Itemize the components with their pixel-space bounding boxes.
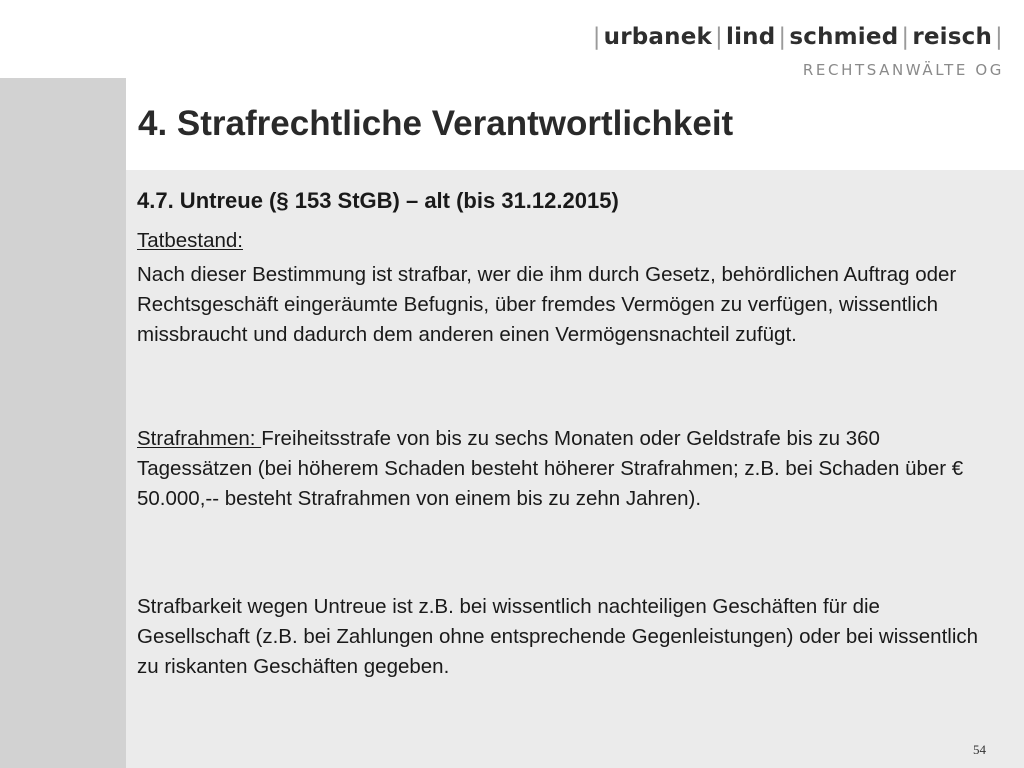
firm-logo-subtitle: RECHTSANWÄLTE OG	[802, 61, 1004, 79]
tatbestand-label	[137, 226, 997, 256]
paragraph-tatbestand: Nach dieser Bestimmung ist strafbar, wer die ihm durch Gesetz, behördlichen Auftrag oder Rechtsgeschäft eingeräumte Befugnis, über fremdes Vermögen zu verfügen, wissentlich missbraucht und dadurch dem anderen einen Vermögensnachteil zufügt.	[137, 263, 957, 346]
logo-name-schmied: schmied	[789, 24, 899, 50]
logo-name-reisch: reisch	[912, 24, 993, 50]
section-subheading: 4.7. Untreue (§ 153 StGB) – alt (bis 31.12.2015)	[137, 188, 619, 213]
logo-separator: |	[592, 24, 601, 50]
strafrahmen-text: Freiheitsstrafe von bis zu sechs Monaten oder Geldstrafe bis zu 360 Tagessätzen (bei höherem Schaden besteht höherer Strafrahmen; z.B. bei Schaden über € 50.000,-- besteht Strafrahmen von einem bis zu zehn Jahren).	[137, 427, 964, 510]
logo-name-urbanek: urbanek	[603, 24, 713, 50]
logo-name-lind: lind	[725, 24, 776, 50]
logo-separator: |	[715, 24, 723, 50]
paragraph-strafbarkeit: Strafbarkeit wegen Untreue ist z.B. bei wissentlich nachteiligen Geschäften für die Gesellschaft (z.B. bei Zahlungen ohne entsprechende Gegenleistungen) oder bei wissentlich zu riskanten Geschäften gegeben.	[137, 595, 979, 678]
left-decorative-bar	[0, 78, 126, 768]
logo-separator: |	[901, 24, 910, 50]
logo-separator: |	[995, 24, 1003, 50]
tatbestand-label-text: Tatbestand:	[137, 229, 243, 252]
slide-title: 4. Strafrechtliche Verantwortlichkeit	[138, 104, 734, 143]
strafrahmen-label: Strafrahmen:	[137, 427, 262, 450]
logo-separator: |	[778, 24, 787, 50]
firm-logo	[590, 24, 1006, 50]
paragraph-strafrahmen	[137, 424, 997, 514]
page-number: 54	[973, 742, 986, 757]
